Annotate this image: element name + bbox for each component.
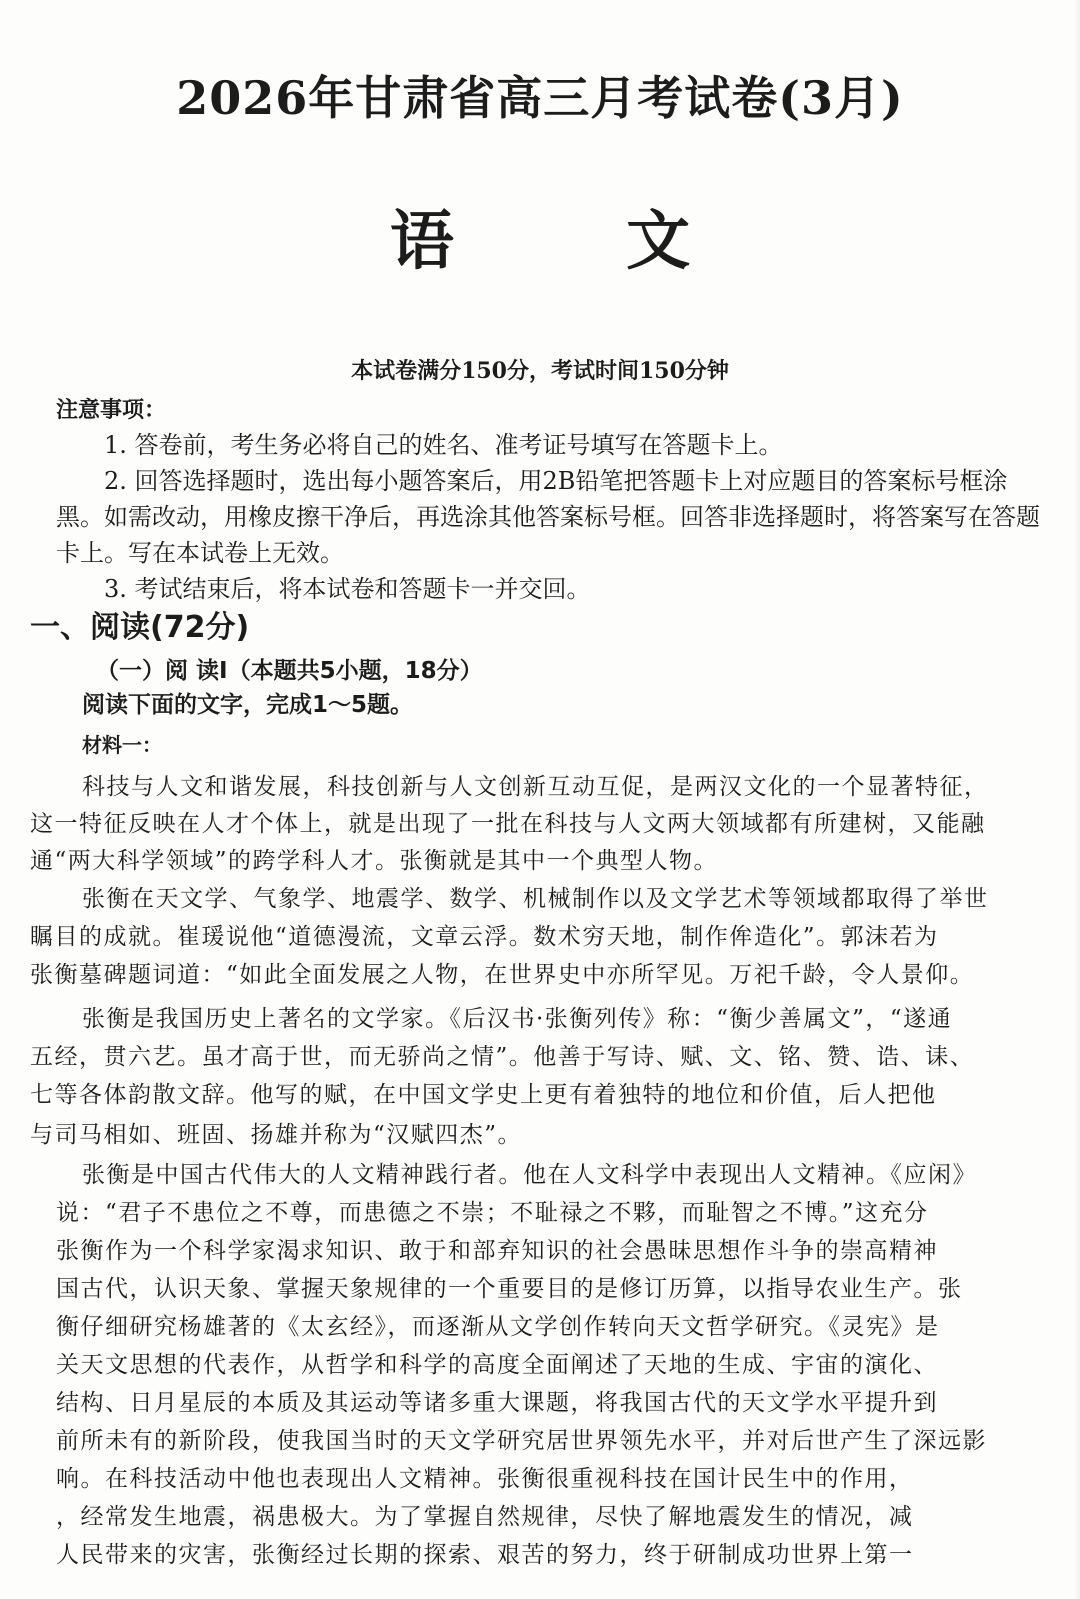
- passage-line: 张衡是中国古代伟大的人文精神践行者。他在人文科学中表现出人文精神。《应闲》: [82, 1162, 977, 1188]
- passage-line: 七等各体韵散文辞。他写的赋，在中国文学史上更有着独特的地位和价值，后人把他: [30, 1082, 937, 1108]
- passage-line: 通“两大科学领域”的跨学科人才。张衡就是其中一个典型人物。: [30, 848, 719, 874]
- passage-line: 与司马相如、班固、扬雄并称为“汉赋四杰”。: [30, 1122, 523, 1148]
- passage-line: 科技与人文和谐发展，科技创新与人文创新互动互促，是两汉文化的一个显著特征，: [82, 774, 989, 800]
- notice-line: 1. 答卷前，考生务必将自己的姓名、准考证号填写在答题卡上。: [104, 431, 783, 459]
- passage-line: 关天文思想的代表作，从哲学和科学的高度全面阐述了天地的生成、宇宙的演化、: [56, 1352, 938, 1378]
- scan-edge-shadow: [1074, 0, 1080, 1599]
- passage-line: 说：“君子不患位之不尊，而患德之不崇；不耻禄之不夥，而耻智之不博。”这充分: [56, 1200, 929, 1226]
- section-subheading: （一）阅 读Ⅰ（本题共5小题，18分）: [96, 658, 483, 684]
- passage-line: 响。在科技活动中他也表现出人文精神。张衡很重视科技在国计民生中的作用，: [56, 1466, 914, 1492]
- exam-title: 2026年甘肃省高三月考试卷(3月): [176, 71, 904, 125]
- notice-line: 2. 回答选择题时，选出每小题答案后，用2B铅笔把答题卡上对应题目的答案标号框涂: [104, 467, 1008, 495]
- passage-line: 张衡作为一个科学家渴求知识、敢于和部弃知识的社会愚昧思想作斗争的崇高精神: [56, 1238, 938, 1264]
- passage-line: 张衡墓碑题词道：“如此全面发展之人物，在世界史中亦所罕见。万祀千龄，令人景仰。: [30, 962, 975, 988]
- passage-line: 前所未有的新阶段，使我国当时的天文学研究居世界领先水平，并对后世产生了深远影: [56, 1428, 987, 1454]
- section-heading: 一、阅读(72分): [30, 610, 250, 645]
- passage-line: 这一特征反映在人才个体上，就是出现了一批在科技与人文两大领域都有所建树，又能融: [30, 811, 986, 837]
- material-label: 材料一：: [82, 733, 162, 757]
- passage-line: 瞩目的成就。崔瑗说他“道德漫流，文章云浮。数术穷天地，制作侔造化”。郭沫若为: [30, 924, 939, 950]
- section-instruction: 阅读下面的文字，完成1～5题。: [82, 692, 414, 718]
- notice-heading: 注意事项：: [56, 398, 167, 423]
- passage-line: 人民带来的灾害，张衡经过长期的探索、艰苦的努力，终于研制成功世界上第一: [56, 1542, 914, 1568]
- passage-line: 结构、日月星辰的本质及其运动等诸多重大课题，将我国古代的天文学水平提升到: [56, 1390, 938, 1416]
- exam-info: 本试卷满分150分，考试时间150分钟: [351, 358, 729, 384]
- passage-line: 五经，贯六艺。虽才高于世，而无骄尚之情”。他善于写诗、赋、文、铭、赞、诰、诔、: [30, 1044, 975, 1070]
- notice-line: 卡上。写在本试卷上无效。: [56, 539, 344, 567]
- passage-line: 张衡在天文学、气象学、地震学、数学、机械制作以及文学艺术等领域都取得了举世: [82, 886, 989, 912]
- passage-line: 张衡是我国历史上著名的文学家。《后汉书·张衡列传》称：“衡少善属文”，“遂通: [82, 1006, 953, 1032]
- passage-line: 国古代，认识天象、掌握天象规律的一个重要目的是修订历算，以指导农业生产。张: [56, 1276, 963, 1302]
- subject-title: 语 文: [389, 204, 691, 279]
- passage-line: 衡仔细研究杨雄著的《太玄经》，而逐渐从文学创作转向天文哲学研究。《灵宪》是: [56, 1314, 940, 1340]
- notice-line: 黑。如需改动，用橡皮擦干净后，再选涂其他答案标号框。回答非选择题时，将答案写在答题: [56, 503, 1040, 531]
- passage-line: ，经常发生地震，祸患极大。为了掌握自然规律，尽快了解地震发生的情况，减: [56, 1504, 914, 1530]
- notice-line: 3. 考试结束后，将本试卷和答题卡一并交回。: [104, 575, 591, 603]
